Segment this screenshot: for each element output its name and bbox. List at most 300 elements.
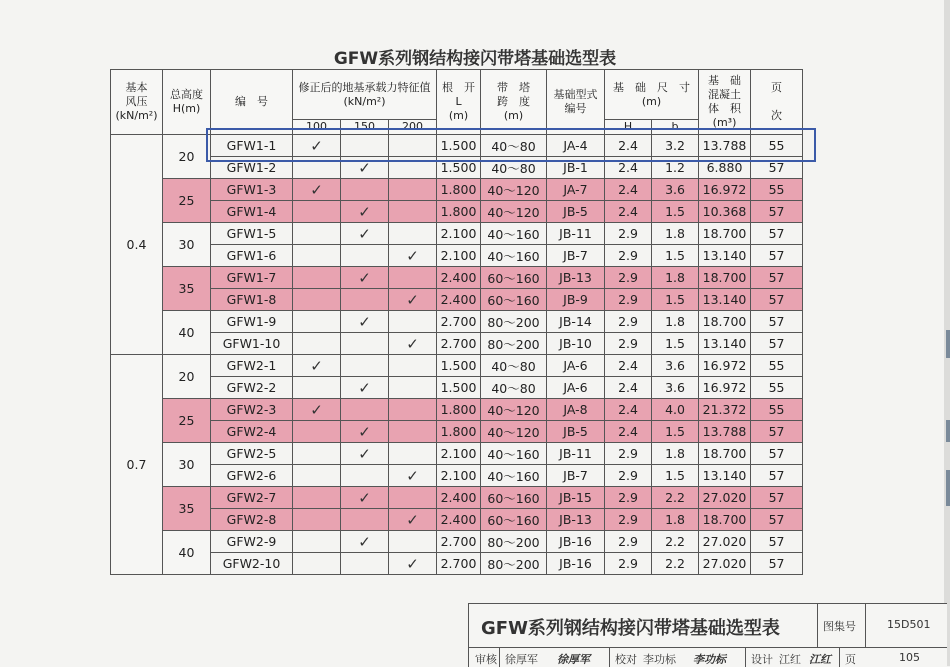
- root-open-cell: 2.100: [437, 245, 481, 267]
- size-b-cell: 1.8: [652, 509, 699, 531]
- height-cell: 20: [163, 135, 211, 179]
- header-size-b: b: [652, 120, 699, 135]
- table-row: [111, 333, 803, 355]
- foundation-type-cell: JB-10: [547, 333, 605, 355]
- size-h-cell: 2.9: [605, 509, 652, 531]
- size-h-cell: 2.4: [605, 157, 652, 179]
- title-block-title: GFW系列钢结构接闪带塔基础选型表: [481, 618, 780, 639]
- bearing-cell-150: [341, 311, 389, 333]
- wind-pressure-cell: 0.4: [111, 135, 163, 355]
- table-row: [111, 179, 803, 201]
- title-block-divider: [817, 604, 818, 647]
- size-b-cell: 1.5: [652, 289, 699, 311]
- height-cell: 40: [163, 311, 211, 355]
- span-cell: 40～160: [481, 245, 547, 267]
- bearing-cell-100: [293, 399, 341, 421]
- foundation-type-cell: JB-5: [547, 201, 605, 223]
- bearing-cell-150: [341, 487, 389, 509]
- foundation-type-cell: JA-6: [547, 355, 605, 377]
- root-open-cell: 1.500: [437, 157, 481, 179]
- concrete-volume-cell: 18.700: [699, 443, 751, 465]
- size-h-cell: 2.4: [605, 421, 652, 443]
- bearing-cell-150: [341, 509, 389, 531]
- bearing-cell-200: [389, 465, 437, 487]
- code-cell: GFW2-9: [211, 531, 293, 553]
- bearing-cell-100: [293, 289, 341, 311]
- bearing-cell-150: [341, 553, 389, 575]
- size-b-cell: 1.8: [652, 267, 699, 289]
- span-cell: 40～120: [481, 399, 547, 421]
- check-mark-icon: ✓: [406, 554, 419, 573]
- header-root-open: 根 开 L (m): [437, 70, 481, 135]
- table-body: [111, 135, 803, 575]
- span-cell: 40～160: [481, 465, 547, 487]
- check-mark-icon: ✓: [358, 378, 371, 397]
- root-open-cell: 1.800: [437, 179, 481, 201]
- bearing-cell-150: [341, 333, 389, 355]
- check-mark-icon: ✓: [310, 356, 323, 375]
- page-cell: 55: [751, 399, 803, 421]
- code-cell: GFW2-2: [211, 377, 293, 399]
- table-row: [111, 201, 803, 223]
- page-cell: 55: [751, 179, 803, 201]
- table-row: [111, 311, 803, 333]
- table-row: [111, 443, 803, 465]
- page-cell: 57: [751, 531, 803, 553]
- code-cell: GFW1-10: [211, 333, 293, 355]
- bearing-cell-100: [293, 553, 341, 575]
- concrete-volume-cell: 21.372: [699, 399, 751, 421]
- header-bearing-200: 200: [389, 120, 437, 135]
- size-h-cell: 2.9: [605, 333, 652, 355]
- bearing-cell-100: [293, 311, 341, 333]
- code-cell: GFW2-3: [211, 399, 293, 421]
- root-open-cell: 1.800: [437, 399, 481, 421]
- size-b-cell: 1.5: [652, 421, 699, 443]
- height-cell: 30: [163, 223, 211, 267]
- title-block-divider: [745, 647, 746, 667]
- concrete-volume-cell: 13.788: [699, 135, 751, 157]
- foundation-type-cell: JB-15: [547, 487, 605, 509]
- bearing-cell-100: [293, 487, 341, 509]
- check-mark-icon: ✓: [358, 224, 371, 243]
- code-cell: GFW1-8: [211, 289, 293, 311]
- table-row: [111, 377, 803, 399]
- bearing-cell-200: [389, 333, 437, 355]
- size-h-cell: 2.9: [605, 245, 652, 267]
- edge-mark: [946, 330, 950, 358]
- page-cell: 57: [751, 443, 803, 465]
- table-row: [111, 465, 803, 487]
- bearing-cell-100: [293, 245, 341, 267]
- page-cell: 57: [751, 487, 803, 509]
- code-cell: GFW2-1: [211, 355, 293, 377]
- concrete-volume-cell: 13.140: [699, 465, 751, 487]
- page-number: 105: [899, 651, 920, 664]
- root-open-cell: 2.700: [437, 553, 481, 575]
- code-cell: GFW2-4: [211, 421, 293, 443]
- check-mark-icon: ✓: [358, 532, 371, 551]
- review-label: 审核: [475, 653, 497, 666]
- root-open-cell: 2.700: [437, 311, 481, 333]
- page-cell: 55: [751, 377, 803, 399]
- check-label: 校对: [615, 653, 637, 666]
- size-b-cell: 4.0: [652, 399, 699, 421]
- header-span: 带 塔 跨 度 (m): [481, 70, 547, 135]
- check-mark-icon: ✓: [310, 180, 323, 199]
- page-cell: 57: [751, 267, 803, 289]
- foundation-type-cell: JB-13: [547, 509, 605, 531]
- height-cell: 35: [163, 267, 211, 311]
- check-mark-icon: ✓: [358, 422, 371, 441]
- page-cell: 55: [751, 355, 803, 377]
- code-cell: GFW2-6: [211, 465, 293, 487]
- table-row: [111, 223, 803, 245]
- span-cell: 40～80: [481, 135, 547, 157]
- concrete-volume-cell: 18.700: [699, 509, 751, 531]
- bearing-cell-200: [389, 531, 437, 553]
- check-mark-icon: ✓: [358, 268, 371, 287]
- design-signature: 江红: [809, 653, 831, 666]
- bearing-cell-200: [389, 377, 437, 399]
- size-h-cell: 2.4: [605, 377, 652, 399]
- bearing-cell-100: [293, 179, 341, 201]
- table-row: [111, 487, 803, 509]
- check-mark-icon: ✓: [358, 158, 371, 177]
- size-b-cell: 2.2: [652, 553, 699, 575]
- header-foundation-size: 基 础 尺 寸 (m): [605, 70, 699, 120]
- bearing-cell-200: [389, 443, 437, 465]
- page-cell: 57: [751, 465, 803, 487]
- bearing-cell-150: [341, 223, 389, 245]
- size-b-cell: 1.5: [652, 333, 699, 355]
- foundation-type-cell: JA-6: [547, 377, 605, 399]
- check-name: 李功标: [643, 653, 676, 666]
- code-cell: GFW2-7: [211, 487, 293, 509]
- bearing-cell-200: [389, 487, 437, 509]
- span-cell: 40～80: [481, 157, 547, 179]
- code-cell: GFW1-9: [211, 311, 293, 333]
- foundation-type-cell: JB-7: [547, 245, 605, 267]
- span-cell: 40～120: [481, 201, 547, 223]
- size-b-cell: 1.8: [652, 223, 699, 245]
- bearing-cell-150: [341, 201, 389, 223]
- table-row: [111, 399, 803, 421]
- size-h-cell: 2.9: [605, 553, 652, 575]
- bearing-cell-150: [341, 443, 389, 465]
- page-cell: 57: [751, 553, 803, 575]
- review-name: 徐厚军: [505, 653, 538, 666]
- span-cell: 80～200: [481, 531, 547, 553]
- check-mark-icon: ✓: [406, 290, 419, 309]
- title-block-divider: [499, 647, 500, 667]
- code-cell: GFW1-2: [211, 157, 293, 179]
- bearing-cell-150: [341, 465, 389, 487]
- root-open-cell: 1.500: [437, 377, 481, 399]
- table-row: [111, 509, 803, 531]
- header-page: 页 次: [751, 70, 803, 135]
- root-open-cell: 1.800: [437, 421, 481, 443]
- page-cell: 55: [751, 135, 803, 157]
- page-cell: 57: [751, 201, 803, 223]
- height-cell: 25: [163, 399, 211, 443]
- header-code: 编 号: [211, 70, 293, 135]
- foundation-type-cell: JB-11: [547, 223, 605, 245]
- atlas-number: 15D501: [887, 618, 931, 631]
- header-wind: 基本 风压 (kN/m²): [111, 70, 163, 135]
- bearing-cell-100: [293, 333, 341, 355]
- height-cell: 20: [163, 355, 211, 399]
- wind-pressure-cell: 0.7: [111, 355, 163, 575]
- bearing-cell-100: [293, 355, 341, 377]
- bearing-cell-200: [389, 399, 437, 421]
- bearing-cell-150: [341, 355, 389, 377]
- bearing-cell-200: [389, 553, 437, 575]
- code-cell: GFW2-10: [211, 553, 293, 575]
- table-row: [111, 245, 803, 267]
- page-cell: 57: [751, 245, 803, 267]
- height-cell: 40: [163, 531, 211, 575]
- bearing-cell-200: [389, 245, 437, 267]
- concrete-volume-cell: 16.972: [699, 355, 751, 377]
- table-row: [111, 267, 803, 289]
- concrete-volume-cell: 13.140: [699, 289, 751, 311]
- root-open-cell: 2.400: [437, 509, 481, 531]
- size-h-cell: 2.9: [605, 487, 652, 509]
- code-cell: GFW1-4: [211, 201, 293, 223]
- bearing-cell-200: [389, 223, 437, 245]
- height-cell: 30: [163, 443, 211, 487]
- code-cell: GFW1-3: [211, 179, 293, 201]
- page-cell: 57: [751, 157, 803, 179]
- bearing-cell-100: [293, 531, 341, 553]
- bearing-cell-200: [389, 267, 437, 289]
- foundation-type-cell: JB-13: [547, 267, 605, 289]
- code-cell: GFW2-5: [211, 443, 293, 465]
- edge-mark: [946, 470, 950, 506]
- bearing-cell-150: [341, 421, 389, 443]
- concrete-volume-cell: 18.700: [699, 267, 751, 289]
- span-cell: 40～80: [481, 355, 547, 377]
- foundation-type-cell: JA-8: [547, 399, 605, 421]
- size-h-cell: 2.9: [605, 531, 652, 553]
- header-bearing: 修正后的地基承载力特征值 (kN/m²): [293, 70, 437, 120]
- code-cell: GFW1-5: [211, 223, 293, 245]
- bearing-cell-200: [389, 289, 437, 311]
- size-h-cell: 2.4: [605, 399, 652, 421]
- code-cell: GFW1-6: [211, 245, 293, 267]
- size-h-cell: 2.9: [605, 289, 652, 311]
- size-b-cell: 3.2: [652, 135, 699, 157]
- table-row: [111, 553, 803, 575]
- bearing-cell-150: [341, 245, 389, 267]
- concrete-volume-cell: 27.020: [699, 487, 751, 509]
- root-open-cell: 2.400: [437, 267, 481, 289]
- bearing-cell-200: [389, 201, 437, 223]
- concrete-volume-cell: 10.368: [699, 201, 751, 223]
- size-b-cell: 2.2: [652, 487, 699, 509]
- bearing-cell-100: [293, 509, 341, 531]
- check-mark-icon: ✓: [406, 510, 419, 529]
- bearing-cell-150: [341, 289, 389, 311]
- header-bearing-100: 100: [293, 120, 341, 135]
- bearing-cell-100: [293, 443, 341, 465]
- bearing-cell-200: [389, 509, 437, 531]
- span-cell: 80～200: [481, 311, 547, 333]
- span-cell: 60～160: [481, 487, 547, 509]
- span-cell: 60～160: [481, 267, 547, 289]
- bearing-cell-100: [293, 267, 341, 289]
- size-b-cell: 1.8: [652, 443, 699, 465]
- concrete-volume-cell: 13.788: [699, 421, 751, 443]
- span-cell: 60～160: [481, 289, 547, 311]
- concrete-volume-cell: 6.880: [699, 157, 751, 179]
- selection-highlight-box: [206, 128, 816, 162]
- root-open-cell: 1.800: [437, 201, 481, 223]
- page-cell: 57: [751, 333, 803, 355]
- size-b-cell: 2.2: [652, 531, 699, 553]
- code-cell: GFW2-8: [211, 509, 293, 531]
- concrete-volume-cell: 16.972: [699, 377, 751, 399]
- table-row: [111, 355, 803, 377]
- span-cell: 40～120: [481, 421, 547, 443]
- size-h-cell: 2.9: [605, 465, 652, 487]
- table-row: [111, 289, 803, 311]
- bearing-cell-150: [341, 531, 389, 553]
- span-cell: 80～200: [481, 553, 547, 575]
- size-h-cell: 2.4: [605, 179, 652, 201]
- size-b-cell: 1.2: [652, 157, 699, 179]
- size-h-cell: 2.4: [605, 201, 652, 223]
- design-name: 江红: [779, 653, 801, 666]
- height-cell: 35: [163, 487, 211, 531]
- bearing-cell-150: [341, 377, 389, 399]
- root-open-cell: 2.100: [437, 443, 481, 465]
- size-b-cell: 1.5: [652, 201, 699, 223]
- size-h-cell: 2.9: [605, 267, 652, 289]
- size-h-cell: 2.9: [605, 443, 652, 465]
- page-cell: 57: [751, 311, 803, 333]
- root-open-cell: 2.100: [437, 223, 481, 245]
- check-mark-icon: ✓: [406, 334, 419, 353]
- bearing-cell-100: [293, 201, 341, 223]
- title-block-divider: [865, 604, 866, 647]
- size-b-cell: 3.6: [652, 355, 699, 377]
- title-block-divider: [839, 647, 840, 667]
- foundation-type-cell: JB-14: [547, 311, 605, 333]
- concrete-volume-cell: 27.020: [699, 531, 751, 553]
- height-cell: 25: [163, 179, 211, 223]
- header-concrete: 基 础 混凝土 体 积 (m³): [699, 70, 751, 135]
- foundation-type-cell: JB-7: [547, 465, 605, 487]
- concrete-volume-cell: 16.972: [699, 179, 751, 201]
- title-block-top: [469, 604, 947, 648]
- bearing-cell-200: [389, 311, 437, 333]
- root-open-cell: 2.400: [437, 487, 481, 509]
- foundation-type-cell: JB-16: [547, 531, 605, 553]
- size-b-cell: 3.6: [652, 377, 699, 399]
- size-b-cell: 1.8: [652, 311, 699, 333]
- header-bearing-150: 150: [341, 120, 389, 135]
- size-h-cell: 2.4: [605, 355, 652, 377]
- code-cell: GFW1-7: [211, 267, 293, 289]
- check-mark-icon: ✓: [358, 202, 371, 221]
- span-cell: 40～120: [481, 179, 547, 201]
- bearing-cell-100: [293, 377, 341, 399]
- check-mark-icon: ✓: [358, 312, 371, 331]
- span-cell: 80～200: [481, 333, 547, 355]
- bearing-cell-200: [389, 179, 437, 201]
- bearing-cell-150: [341, 267, 389, 289]
- concrete-volume-cell: 13.140: [699, 333, 751, 355]
- check-mark-icon: ✓: [406, 246, 419, 265]
- size-b-cell: 1.5: [652, 245, 699, 267]
- size-h-cell: 2.9: [605, 311, 652, 333]
- code-cell: GFW1-1: [211, 135, 293, 157]
- title-block-signatures: [469, 647, 947, 667]
- foundation-type-cell: JA-7: [547, 179, 605, 201]
- span-cell: 40～160: [481, 223, 547, 245]
- size-h-cell: 2.9: [605, 223, 652, 245]
- check-mark-icon: ✓: [358, 444, 371, 463]
- root-open-cell: 2.100: [437, 465, 481, 487]
- foundation-type-cell: JB-11: [547, 443, 605, 465]
- bearing-cell-100: [293, 465, 341, 487]
- check-mark-icon: ✓: [358, 488, 371, 507]
- page-cell: 57: [751, 289, 803, 311]
- review-signature: 徐厚军: [557, 653, 590, 666]
- title-block-divider: [609, 647, 610, 667]
- root-open-cell: 2.700: [437, 333, 481, 355]
- root-open-cell: 1.500: [437, 355, 481, 377]
- span-cell: 40～160: [481, 443, 547, 465]
- page-label: 页: [845, 653, 856, 666]
- concrete-volume-cell: 13.140: [699, 245, 751, 267]
- root-open-cell: 2.700: [437, 531, 481, 553]
- size-b-cell: 3.6: [652, 179, 699, 201]
- size-b-cell: 1.5: [652, 465, 699, 487]
- check-mark-icon: ✓: [310, 400, 323, 419]
- header-foundation-type: 基础型式 编号: [547, 70, 605, 135]
- size-h-cell: 2.4: [605, 135, 652, 157]
- foundation-type-cell: JB-9: [547, 289, 605, 311]
- design-label: 设计: [751, 653, 773, 666]
- bearing-cell-150: [341, 399, 389, 421]
- title-block: [468, 603, 947, 667]
- page-cell: 57: [751, 509, 803, 531]
- bearing-cell-150: [341, 179, 389, 201]
- check-mark-icon: ✓: [406, 466, 419, 485]
- concrete-volume-cell: 18.700: [699, 311, 751, 333]
- header-size-h: H: [605, 120, 652, 135]
- header-height: 总高度 H(m): [163, 70, 211, 135]
- table-title: GFW系列钢结构接闪带塔基础选型表: [333, 49, 617, 69]
- table-row: [111, 531, 803, 553]
- concrete-volume-cell: 27.020: [699, 553, 751, 575]
- span-cell: 40～80: [481, 377, 547, 399]
- page-cell: 57: [751, 223, 803, 245]
- bearing-cell-100: [293, 421, 341, 443]
- root-open-cell: 2.400: [437, 289, 481, 311]
- bearing-cell-200: [389, 421, 437, 443]
- foundation-type-cell: JB-5: [547, 421, 605, 443]
- check-signature: 李功标: [693, 653, 726, 666]
- foundation-type-cell: JB-1: [547, 157, 605, 179]
- check-mark-icon: ✓: [310, 136, 323, 155]
- foundation-type-cell: JA-4: [547, 135, 605, 157]
- edge-mark: [946, 420, 950, 442]
- root-open-cell: 1.500: [437, 135, 481, 157]
